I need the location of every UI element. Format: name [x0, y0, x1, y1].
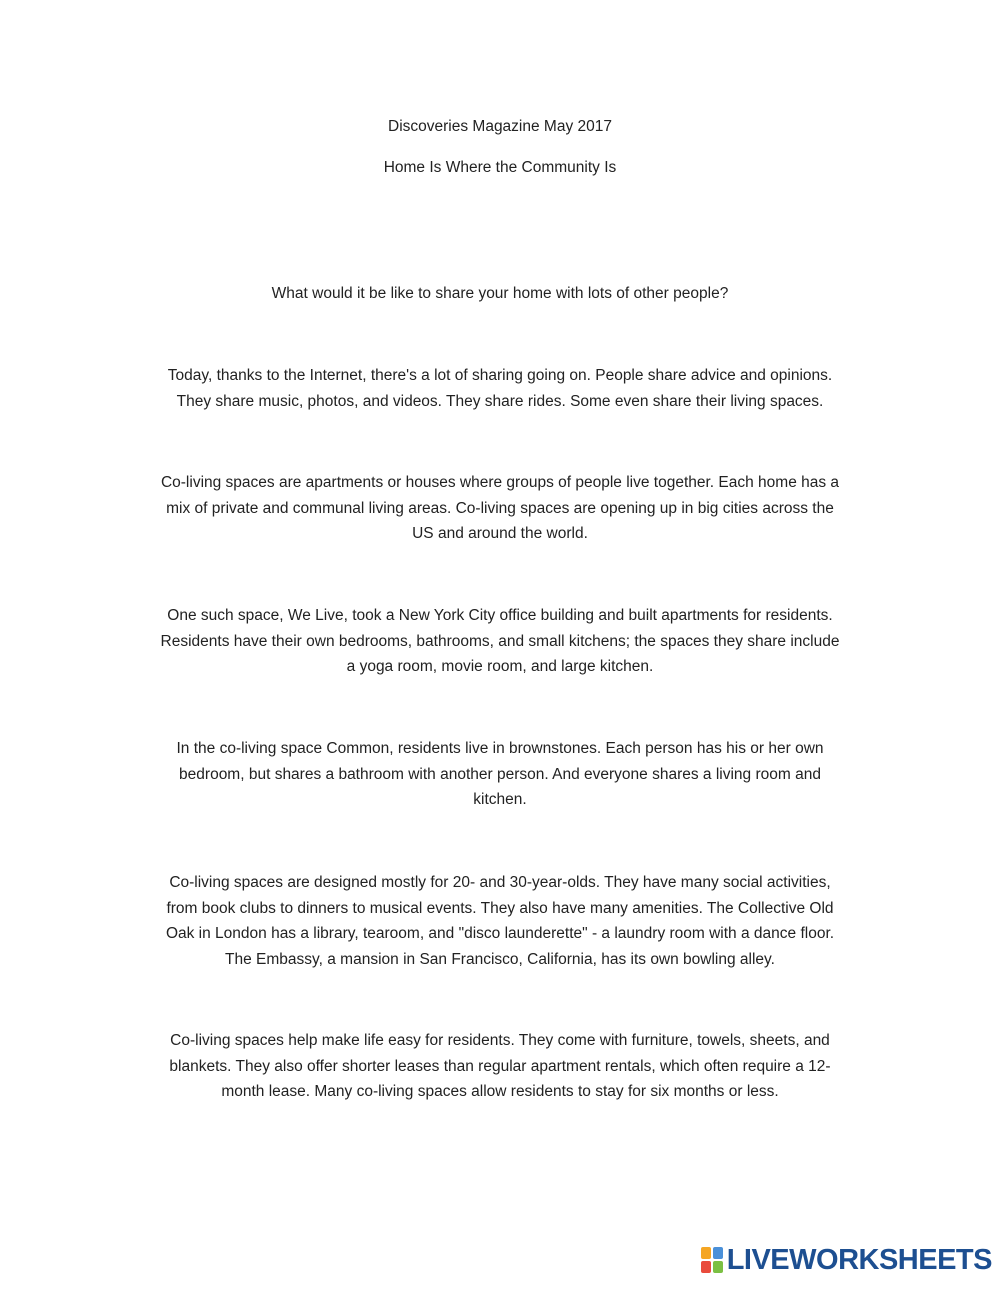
- paragraph-line: mix of private and communal living areas. Co-living spaces are opening up in big cities across the: [166, 499, 834, 517]
- article-title: Home Is Where the Community Is: [383, 159, 617, 176]
- paragraph-line: US and around the world.: [412, 525, 588, 542]
- paragraph-line: Co-living spaces are apartments or houses where groups of people live together. Each home has a: [160, 474, 840, 491]
- intro-question: What would it be like to share your home with lots of other people?: [271, 285, 729, 302]
- paragraph-line: Oak in London has a library, tearoom, and "disco launderette" - a laundry room with a dance floor.: [165, 925, 835, 942]
- paragraph-line: The Embassy, a mansion in San Francisco, California, has its own bowling alley.: [225, 950, 775, 968]
- paragraph-4: [120, 736, 880, 813]
- paragraph-line: kitchen.: [473, 791, 527, 808]
- paragraph-line: In the co-living space Common, residents live in brownstones. Each person has his or her own: [176, 740, 824, 757]
- brand-name: LIVEWORKSHEETS: [726, 1244, 992, 1276]
- paragraph-line: Residents have their own bedrooms, bathrooms, and small kitchens; the spaces they share include: [160, 632, 840, 650]
- paragraph-1: [120, 363, 880, 414]
- paragraph-line: Co-living spaces are designed mostly for 20- and 30-year-olds. They have many social activities,: [169, 874, 831, 891]
- paragraph-line: bedroom, but shares a bathroom with another person. And everyone shares a living room and: [179, 765, 821, 783]
- paragraph-line: One such space, We Live, took a New York City office building and built apartments for residents.: [167, 607, 833, 624]
- paragraph-line: month lease. Many co-living spaces allow residents to stay for six months or less.: [221, 1083, 779, 1100]
- paragraph-line: a yoga room, movie room, and large kitchen.: [346, 658, 654, 675]
- paragraph-2: [120, 470, 880, 547]
- paragraph-line: They share music, photos, and videos. They share rides. Some even share their living spaces.: [176, 392, 824, 410]
- liveworksheets-logo-icon: [701, 1247, 723, 1273]
- magazine-heading: Discoveries Magazine May 2017: [388, 118, 612, 135]
- liveworksheets-watermark[interactable]: [701, 1243, 992, 1277]
- paragraph-3: [120, 603, 880, 680]
- paragraph-5: [120, 870, 880, 972]
- paragraph-6: [120, 1028, 880, 1105]
- paragraph-line: from book clubs to dinners to musical events. They also have many amenities. The Collective Old: [166, 899, 834, 917]
- paragraph-line: Today, thanks to the Internet, there's a lot of sharing going on. People share advice and opinions.: [167, 367, 833, 384]
- paragraph-line: blankets. They also offer shorter leases than regular apartment rentals, which often require a 12-: [169, 1057, 831, 1075]
- paragraph-line: Co-living spaces help make life easy for residents. They come with furniture, towels, sheets, and: [170, 1032, 830, 1049]
